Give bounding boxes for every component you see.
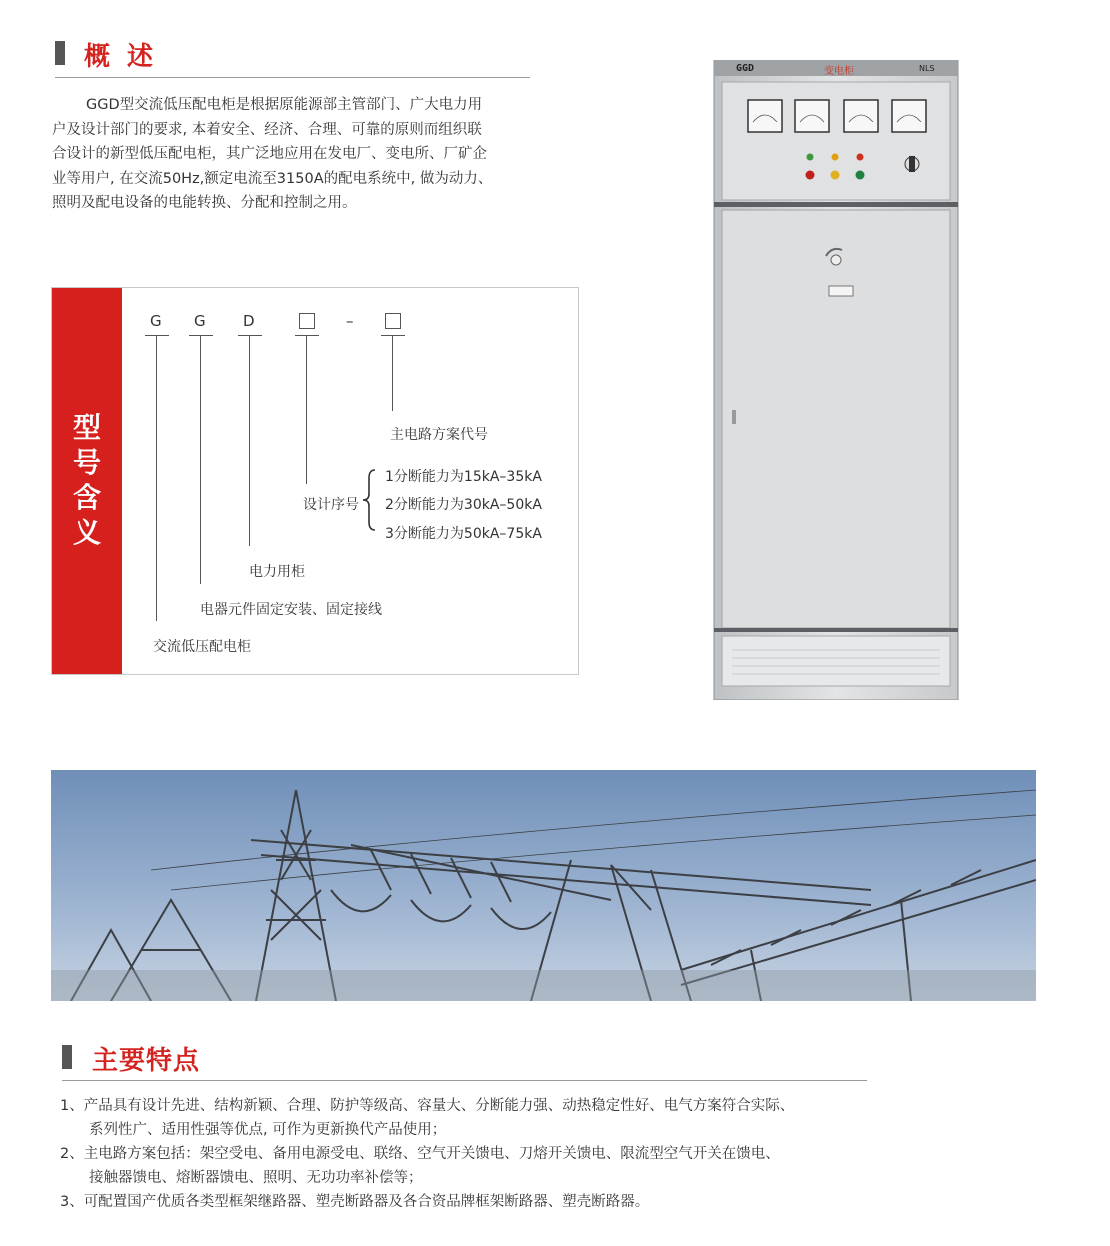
model-meaning-box xyxy=(51,287,579,675)
underline xyxy=(295,335,319,336)
underline xyxy=(189,335,213,336)
leader-line xyxy=(306,336,307,484)
underline xyxy=(238,335,262,336)
leader-line xyxy=(249,336,250,546)
label-ac-low-voltage: 交流低压配电柜 xyxy=(153,639,251,655)
overview-line: 合设计的新型低压配电柜，其广泛地应用在发电厂、变电所、厂矿企 xyxy=(52,146,487,162)
feature-line: 3、可配置国产优质各类型框架继路器、塑壳断路器及各合资品牌框架断路器、塑壳断路器。 xyxy=(60,1194,650,1210)
cabinet-name-label: 变电柜 xyxy=(824,66,854,77)
model-letter-d: D xyxy=(243,312,255,330)
label-main-circuit: 主电路方案代号 xyxy=(390,427,488,443)
label-option-2: 2分断能力为30kA–50kA xyxy=(385,497,542,513)
cabinet-brand-label: GGD xyxy=(736,63,755,74)
overview-rule xyxy=(55,77,530,78)
overview-line: 户及设计部门的要求, 本着安全、经济、合理、可靠的原则而组织联 xyxy=(52,121,482,138)
model-dash: – xyxy=(346,312,354,330)
overview-section-marker xyxy=(55,41,65,65)
underline xyxy=(381,335,405,336)
model-meaning-title xyxy=(52,410,122,550)
cabinet-maker-label: NLS xyxy=(919,64,935,73)
overview-paragraph xyxy=(52,93,532,216)
model-placeholder-box-2 xyxy=(385,313,401,329)
leader-line xyxy=(392,336,393,411)
label-power-cabinet: 电力用柜 xyxy=(249,564,305,580)
cabinet-image xyxy=(712,60,960,700)
model-letter-g2: G xyxy=(194,312,206,330)
brace-icon xyxy=(362,468,376,532)
overview-line: 业等用户, 在交流50Hz,额定电流至3150A的配电系统中, 做为动力、 xyxy=(52,170,493,187)
leader-line xyxy=(200,336,201,584)
model-letter-g1: G xyxy=(150,312,162,330)
leader-line xyxy=(156,336,157,621)
side-char: 含 xyxy=(72,481,101,514)
features-list xyxy=(60,1094,880,1214)
underline xyxy=(145,335,169,336)
features-title: 主要特点 xyxy=(92,1046,201,1076)
features-section-marker xyxy=(62,1045,72,1069)
feature-line: 系列性广、适用性强等优点, 可作为更新换代产品使用； xyxy=(60,1122,447,1138)
side-char: 义 xyxy=(72,516,101,549)
transmission-tower-banner xyxy=(51,770,1036,1001)
features-rule xyxy=(62,1080,867,1081)
side-char: 型 xyxy=(72,411,101,444)
label-option-1: 1分断能力为15kA–35kA xyxy=(385,469,542,485)
feature-line: 2、主电路方案包括：架空受电、备用电源受电、联络、空气开关馈电、刀熔开关馈电、限流型空气开关在馈电、 xyxy=(60,1146,780,1162)
label-fixed-install: 电器元件固定安装、固定接线 xyxy=(200,602,382,618)
label-option-3: 3分断能力为50kA–75kA xyxy=(385,526,542,542)
model-placeholder-box-1 xyxy=(299,313,315,329)
overview-line: GGD型交流低压配电柜是根据原能源部主管部门、广大电力用 xyxy=(86,97,483,113)
side-char: 号 xyxy=(72,446,101,479)
overview-line: 照明及配电设备的电能转换、分配和控制之用。 xyxy=(52,195,357,211)
feature-line: 1、产品具有设计先进、结构新颖、合理、防护等级高、容量大、分断能力强、动热稳定性好、电气方案符合实际、 xyxy=(60,1098,795,1114)
label-design-no: 设计序号 xyxy=(303,497,359,513)
model-meaning-sidebar xyxy=(52,288,122,674)
overview-title: 概 述 xyxy=(84,42,158,72)
feature-line: 接触器馈电、熔断器馈电、照明、无功功率补偿等； xyxy=(60,1170,423,1186)
